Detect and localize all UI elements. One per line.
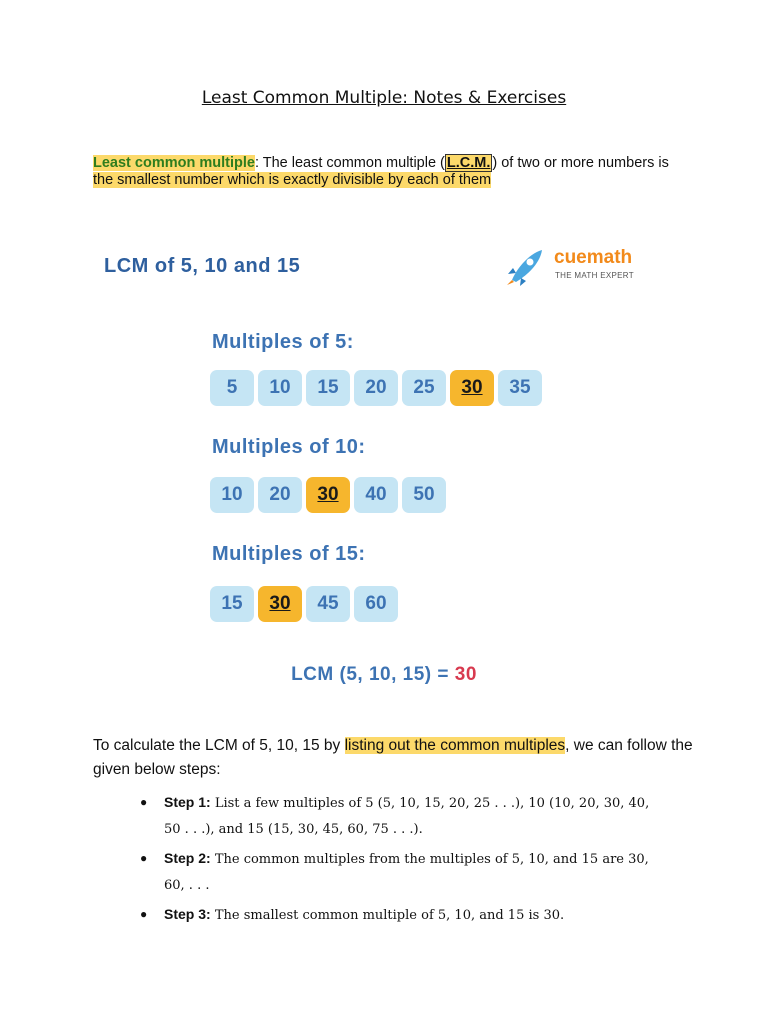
step-item	[140, 846, 660, 898]
figure-heading: LCM of 5, 10 and 15	[104, 255, 301, 277]
definition-highlight: the smallest number which is exactly divisible by each of them	[93, 172, 492, 188]
logo-tagline: THE MATH EXPERT	[555, 271, 634, 280]
step-text: The smallest common multiple of 5, 10, and 15 is 30.	[210, 908, 565, 923]
multiple-chip: 20	[258, 477, 302, 513]
bullet-icon: ●	[140, 795, 148, 809]
multiple-chip: 10	[258, 370, 302, 406]
bullet-icon: ●	[140, 851, 148, 865]
bullet-icon: ●	[140, 907, 148, 921]
section-label: Multiples of 15:	[212, 543, 366, 565]
lcm-multiple-chip: 30	[306, 477, 350, 513]
multiple-chip: 25	[402, 370, 446, 406]
step-label: Step 3:	[164, 906, 211, 922]
multiple-chip: 40	[354, 477, 398, 513]
lcm-multiple-chip: 30	[450, 370, 494, 406]
intro-highlight: listing out the common multiples	[344, 737, 566, 754]
intro-text-1: To calculate the LCM of 5, 10, 15 by	[93, 737, 345, 754]
multiple-chip: 60	[354, 586, 398, 622]
definition-term: Least common multiple	[93, 155, 255, 171]
multiple-chip: 15	[210, 586, 254, 622]
definition-abbreviation: L.C.M.	[446, 155, 491, 171]
lcm-multiple-chip: 30	[258, 586, 302, 622]
intro-text-2: , we can follow the given below steps:	[93, 737, 693, 778]
rocket-icon	[504, 246, 548, 288]
logo-wordmark: cuemath	[554, 247, 633, 268]
multiple-chip: 20	[354, 370, 398, 406]
multiple-chip: 5	[210, 370, 254, 406]
page-title: Least Common Multiple: Notes & Exercises	[201, 88, 567, 108]
section-label: Multiples of 5:	[212, 331, 354, 353]
step-text: The common multiples from the multiples of 5, 10, and 15 are 30, 60, . . .	[164, 852, 649, 893]
multiple-chip: 50	[402, 477, 446, 513]
lcm-result-label: LCM (5, 10, 15) =	[291, 664, 455, 685]
definition-text-2: ) of two or more numbers is	[492, 155, 669, 171]
definition-text-1: : The least common multiple (	[254, 155, 445, 171]
step-item	[140, 902, 660, 928]
multiple-chip: 45	[306, 586, 350, 622]
steps-list	[140, 790, 660, 932]
step-label: Step 1:	[164, 794, 211, 810]
multiple-chip: 35	[498, 370, 542, 406]
definition-paragraph	[93, 155, 683, 189]
lcm-result-value: 30	[454, 664, 477, 685]
lcm-result	[0, 664, 768, 686]
multiple-chip: 10	[210, 477, 254, 513]
step-item	[140, 790, 660, 842]
section-label: Multiples of 10:	[212, 436, 366, 458]
intro-paragraph	[93, 734, 693, 782]
multiple-chip: 15	[306, 370, 350, 406]
step-text: List a few multiples of 5 (5, 10, 15, 20, 25 . . .), 10 (10, 20, 30, 40, 50 . . .), and 15 (15, 30, 45, 60, 75 . . .).	[164, 796, 650, 837]
step-label: Step 2:	[164, 850, 211, 866]
cuemath-logo	[504, 246, 654, 288]
